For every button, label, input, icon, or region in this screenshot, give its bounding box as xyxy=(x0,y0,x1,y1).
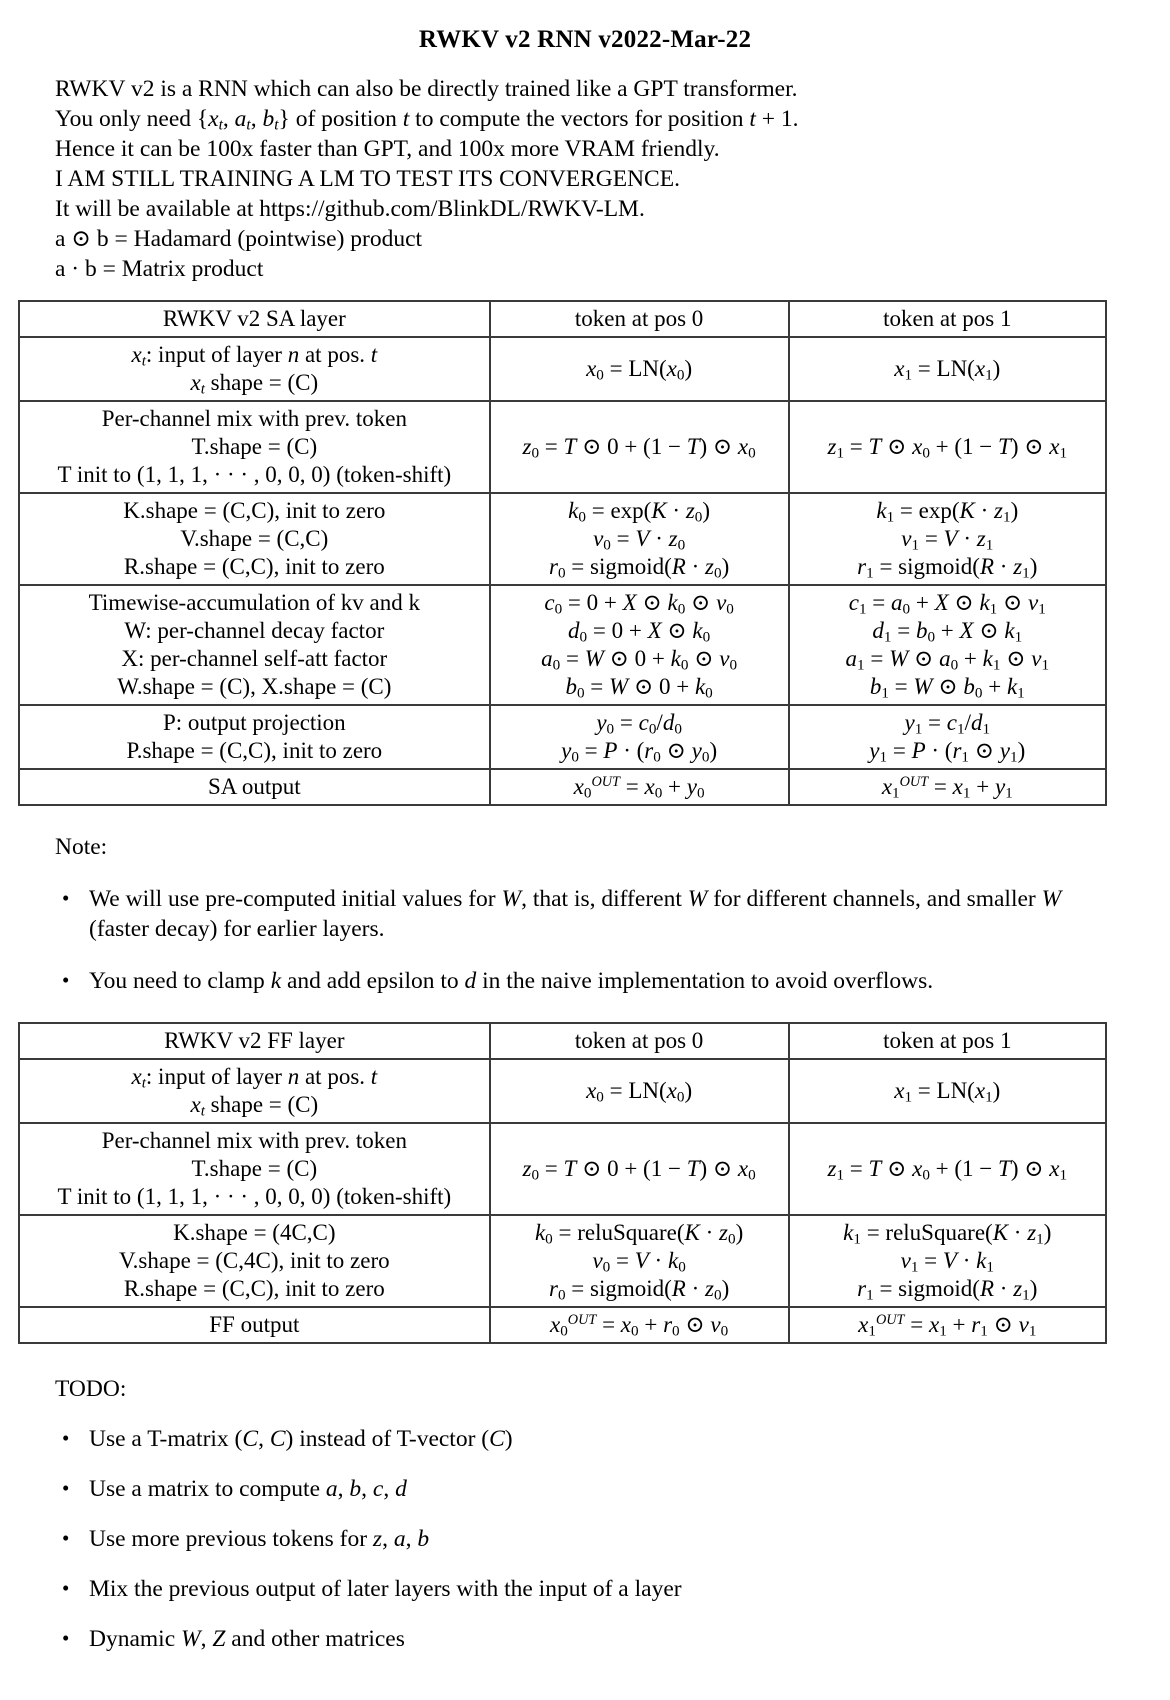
table-row-ff-output xyxy=(19,1307,1106,1343)
formula-line: $v_1 = V \cdot k_1$ xyxy=(900,1248,994,1276)
pos0-cell xyxy=(490,705,789,769)
intro-line: I AM STILL TRAINING A LM TO TEST ITS CONVERGENCE. xyxy=(55,166,680,192)
formula-line: $x_1 = LN(x_1)$ xyxy=(894,356,1001,384)
formula-line: $z_0 = T$ ⊙ 0 + (1 − T) ⊙ $x_0$ xyxy=(522,1156,756,1184)
table-row-sa-output xyxy=(19,769,1106,805)
sa-table-header-pos1: token at pos 1 xyxy=(789,301,1106,337)
formula-line: $x_0^{OUT} = x_0 + r_0$ ⊙ $v_0$ xyxy=(549,1312,729,1340)
note-list xyxy=(55,884,1170,996)
formula-line: $r_1$ = sigmoid(R · $z_1$) xyxy=(857,554,1038,582)
note-section xyxy=(55,832,1170,996)
formula-line: $v_1 = V \cdot z_1$ xyxy=(901,526,994,554)
formula-line: $a_1 = W$ ⊙ $a_0 + k_1$ ⊙ $v_1$ xyxy=(845,646,1050,674)
table-row-kvr xyxy=(19,1215,1106,1307)
label-line: T init to (1, 1, 1, · · · , 0, 0, 0) (token-shift) xyxy=(57,462,452,487)
label-line: $x_t$ shape = (C) xyxy=(190,1092,319,1120)
formula-line: $y_1 = c_1/d_1$ xyxy=(904,710,991,738)
list-item: • Use a matrix to compute a, b, c, d xyxy=(55,1474,1124,1504)
label-line: FF output xyxy=(209,1312,300,1337)
pos1-cell xyxy=(789,585,1106,705)
formula-line: $k_0 = \exp(K \cdot z_0)$ xyxy=(568,498,711,526)
formula-line: $x_0 = LN(x_0)$ xyxy=(586,1078,693,1106)
label-line: T.shape = (C) xyxy=(191,434,318,459)
pos0-cell xyxy=(490,769,789,805)
ff-layer-table xyxy=(18,1022,1107,1344)
pos0-cell xyxy=(490,337,789,401)
formula-line: $y_0 = P \cdot (r_0$ ⊙ $y_0$) xyxy=(561,738,718,766)
table-row-output-projection xyxy=(19,705,1106,769)
row-label-cell xyxy=(19,337,490,401)
label-line: $x_t$ shape = (C) xyxy=(190,370,319,398)
formula-line: $c_0 = 0 + X$ ⊙ $k_0$ ⊙ $v_0$ xyxy=(544,590,734,618)
note-heading: Note: xyxy=(55,834,108,860)
formula-line: $k_0$ = reluSquare(K · $z_0$) xyxy=(534,1220,744,1248)
pos0-cell xyxy=(490,1059,789,1123)
pos1-cell xyxy=(789,1307,1106,1343)
sa-layer-table xyxy=(18,300,1107,806)
pos1-cell xyxy=(789,401,1106,493)
row-label-cell xyxy=(19,493,490,585)
intro-line: Hence it can be 100x faster than GPT, and 100x more VRAM friendly. xyxy=(55,136,720,162)
row-label-cell xyxy=(19,705,490,769)
formula-line: $r_0$ = sigmoid(R · $z_0$) xyxy=(548,1276,730,1304)
pos0-cell xyxy=(490,401,789,493)
label-line: W: per-channel decay factor xyxy=(124,618,385,643)
formula-line: $r_0$ = sigmoid(R · $z_0$) xyxy=(548,554,730,582)
pos1-cell xyxy=(789,769,1106,805)
formula-line: $d_0 = 0 + X$ ⊙ $k_0$ xyxy=(568,618,711,646)
list-item: • We will use pre-computed initial values for W, that is, different W for different channels, and smaller W (faster decay) for earlier layers. xyxy=(55,884,1124,944)
formula-line: $b_1 = W$ ⊙ $b_0 + k_1$ xyxy=(869,674,1025,702)
list-item: • Use a T-matrix (C, C) instead of T-vector (C) xyxy=(55,1424,1124,1454)
document-page xyxy=(0,26,1170,1654)
formula-line: $x_1^{OUT} = x_1 + r_1$ ⊙ $v_1$ xyxy=(858,1312,1037,1340)
pos0-cell xyxy=(490,585,789,705)
formula-line: $a_0 = W$ ⊙ $0 + k_0$ ⊙ $v_0$ xyxy=(541,646,738,674)
sa-table-header-pos0: token at pos 0 xyxy=(490,301,789,337)
formula-line: $d_1 = b_0 + X$ ⊙ $k_1$ xyxy=(872,618,1023,646)
label-line: T.shape = (C) xyxy=(191,1156,318,1181)
label-line: $x_t$: input of layer n at pos. t xyxy=(131,1064,378,1092)
formula-line: $k_1 = \exp(K \cdot z_1)$ xyxy=(876,498,1019,526)
formula-line: $z_0 = T$ ⊙ 0 + (1 − T) ⊙ $x_0$ xyxy=(522,434,756,462)
pos1-cell xyxy=(789,1123,1106,1215)
label-line: R.shape = (C,C), init to zero xyxy=(123,1276,385,1301)
pos1-cell xyxy=(789,1215,1106,1307)
pos0-cell xyxy=(490,493,789,585)
pos0-cell xyxy=(490,1307,789,1343)
formula-line: $x_1 = LN(x_1)$ xyxy=(894,1078,1001,1106)
page-title: RWKV v2 RNN v2022-Mar-22 xyxy=(418,26,752,53)
table-row-input xyxy=(19,337,1106,401)
pos0-cell xyxy=(490,1215,789,1307)
formula-line: $k_1$ = reluSquare(K · $z_1$) xyxy=(843,1220,1052,1248)
formula-line: $v_0 = V \cdot k_0$ xyxy=(592,1248,686,1276)
formula-line: $y_0 = c_0/d_0$ xyxy=(596,710,682,738)
formula-line: $c_1 = a_0 + X$ ⊙ $k_1$ ⊙ $v_1$ xyxy=(848,590,1046,618)
label-line: R.shape = (C,C), init to zero xyxy=(123,554,385,579)
formula-line: $b_0 = W$ ⊙ $0 + k_0$ xyxy=(565,674,713,702)
pos1-cell xyxy=(789,493,1106,585)
ff-table-header-pos1: token at pos 1 xyxy=(789,1023,1106,1059)
label-line: V.shape = (C,C) xyxy=(180,526,329,551)
label-line: $x_t$: input of layer n at pos. t xyxy=(131,342,378,370)
table-row-token-mix xyxy=(19,1123,1106,1215)
pos0-cell xyxy=(490,1123,789,1215)
todo-list xyxy=(55,1424,1170,1654)
table-row-input xyxy=(19,1059,1106,1123)
list-item: • Use more previous tokens for z, a, b xyxy=(55,1524,1124,1554)
intro-paragraph xyxy=(55,74,1170,284)
ff-table-header-layer: RWKV v2 FF layer xyxy=(19,1023,490,1059)
todo-section xyxy=(55,1374,1170,1654)
formula-line: $x_1^{OUT} = x_1 + y_1$ xyxy=(881,774,1013,802)
label-line: X: per-channel self-att factor xyxy=(121,646,388,671)
intro-line: You only need {$x_t$, $a_t$, $b_t$} of position t to compute the vectors for position t + 1. xyxy=(55,106,799,134)
label-line: Per-channel mix with prev. token xyxy=(101,406,407,431)
intro-line-matrix-def: a · b = Matrix product xyxy=(55,256,264,282)
list-item: • You need to clamp k and add epsilon to d in the naive implementation to avoid overflows. xyxy=(55,966,1124,996)
list-item: • Dynamic W, Z and other matrices xyxy=(55,1624,1124,1654)
table-row-token-mix xyxy=(19,401,1106,493)
intro-line-repo-url: It will be available at https://github.com/BlinkDL/RWKV-LM. xyxy=(55,196,645,222)
table-row-kvr xyxy=(19,493,1106,585)
pos1-cell xyxy=(789,337,1106,401)
label-line: K.shape = (4C,C) xyxy=(173,1220,336,1245)
ff-table-header-row xyxy=(19,1023,1106,1059)
formula-line: $x_0 = LN(x_0)$ xyxy=(586,356,693,384)
formula-line: $z_1 = T$ ⊙ $x_0 + (1 - T)$ ⊙ $x_1$ xyxy=(827,1156,1068,1184)
sa-table-header-row xyxy=(19,301,1106,337)
label-line: Per-channel mix with prev. token xyxy=(101,1128,407,1153)
row-label-cell xyxy=(19,1123,490,1215)
formula-line: $y_1 = P \cdot (r_1$ ⊙ $y_1$) xyxy=(869,738,1026,766)
label-line: P.shape = (C,C), init to zero xyxy=(126,738,383,763)
label-line: SA output xyxy=(207,774,301,799)
row-label-cell xyxy=(19,585,490,705)
label-line: W.shape = (C), X.shape = (C) xyxy=(117,674,392,699)
list-item: • Mix the previous output of later layers with the input of a layer xyxy=(55,1574,1124,1604)
pos1-cell xyxy=(789,1059,1106,1123)
label-line: K.shape = (C,C), init to zero xyxy=(123,498,386,523)
todo-heading: TODO: xyxy=(55,1376,127,1402)
table-row-timewise-accumulation xyxy=(19,585,1106,705)
intro-line-hadamard-def: a ⊙ b = Hadamard (pointwise) product xyxy=(55,226,423,252)
ff-table-header-pos0: token at pos 0 xyxy=(490,1023,789,1059)
row-label-cell xyxy=(19,1215,490,1307)
formula-line: $r_1$ = sigmoid(R · $z_1$) xyxy=(857,1276,1038,1304)
pos1-cell xyxy=(789,705,1106,769)
row-label-cell xyxy=(19,401,490,493)
formula-line: $v_0 = V \cdot z_0$ xyxy=(593,526,686,554)
label-line: V.shape = (C,4C), init to zero xyxy=(119,1248,390,1273)
intro-line: RWKV v2 is a RNN which can also be directly trained like a GPT transformer. xyxy=(55,76,798,102)
formula-line: $x_0^{OUT} = x_0 + y_0$ xyxy=(573,774,705,802)
row-label-cell xyxy=(19,769,490,805)
label-line: P: output projection xyxy=(162,710,346,735)
sa-table-header-layer: RWKV v2 SA layer xyxy=(19,301,490,337)
row-label-cell xyxy=(19,1059,490,1123)
row-label-cell xyxy=(19,1307,490,1343)
label-line: Timewise-accumulation of kv and k xyxy=(88,590,420,615)
formula-line: $z_1 = T$ ⊙ $x_0 + (1 - T)$ ⊙ $x_1$ xyxy=(827,434,1068,462)
label-line: T init to (1, 1, 1, · · · , 0, 0, 0) (token-shift) xyxy=(57,1184,452,1209)
